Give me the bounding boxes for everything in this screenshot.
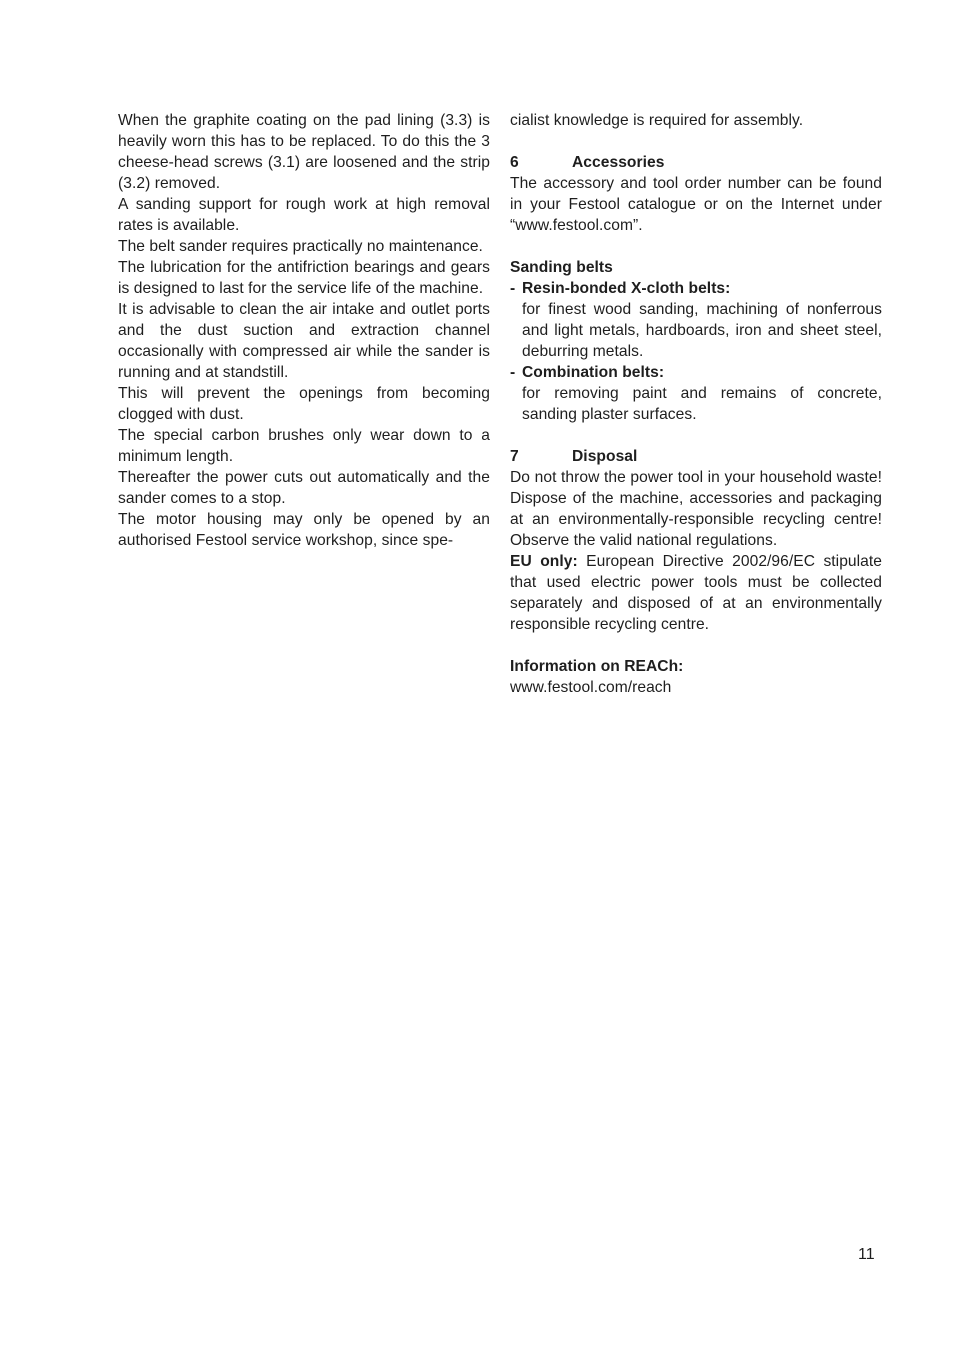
section-heading-accessories [510,152,882,173]
resin-bonded-text: for finest wood sanding, machining of nonferrous and light metals, hardboards, iron and sheet steel, deburring metals. [522,301,882,360]
paragraph-sanding-support: A sanding support for rough work at high removal rates is available. [118,196,490,234]
spacer [510,425,882,446]
combination-text: for removing paint and remains of concrete, sanding plaster surfaces. [522,385,882,423]
spacer [510,131,882,152]
eu-label: EU only: [510,553,578,570]
list-dash: - [510,280,516,297]
paragraph-pad-lining: When the graphite coating on the pad lining (3.3) is heavily worn this has to be replaced. To do this the 3 cheese-head screws (3.1) are loosened and the strip (3.2) removed. [118,112,490,192]
eu-text: European Directive 2002/96/EC stipulate that used electric power tools must be collected separately and disposed of at an environmentally responsible recycling centre. [510,553,882,633]
section-title: Disposal [572,448,638,465]
paragraph-cleaning: It is advisable to clean the air intake and outlet ports and the dust suction and extraction channel occasionally with compressed air while the sander is running and at standstill. [118,301,490,381]
combination-title: Combination belts: [522,364,665,381]
spacer [510,635,882,656]
resin-bonded-title: Resin-bonded X-cloth belts: [522,280,731,297]
list-dash: - [510,364,516,381]
list-item-title [510,362,882,383]
paragraph-maintenance: The belt sander requires practically no maintenance. [118,238,483,255]
disposal-text: Do not throw the power tool in your household waste! Dispose of the machine, accessories and packaging at an environmentally-responsible recycling centre! Observe the valid national regulations. [510,469,882,549]
reach-heading: Information on REACh: [510,658,684,675]
paragraph-continuation: cialist knowledge is required for assembly. [510,112,804,129]
list-item-title [510,278,882,299]
reach-url: www.festool.com/reach [510,679,672,696]
right-column [510,110,882,698]
paragraph-carbon-brushes: The special carbon brushes only wear down to a minimum length. [118,427,490,465]
section-number: 6 [510,154,519,171]
paragraph-clogging: This will prevent the openings from becoming clogged with dust. [118,385,490,423]
accessories-text: The accessory and tool order number can be found in your Festool catalogue or on the Internet under “www.festool.com”. [510,175,882,234]
sanding-belts-heading: Sanding belts [510,259,613,276]
section-title: Accessories [572,154,665,171]
section-number: 7 [510,448,519,465]
section-heading-disposal [510,446,882,467]
paragraph-lubrication: The lubrication for the antifriction bearings and gears is designed to last for the service life of the machine. [118,259,490,297]
left-column [118,110,490,551]
eu-paragraph [510,551,882,635]
paragraph-power-cutout: Thereafter the power cuts out automatically and the sander comes to a stop. [118,469,490,507]
page-number: 11 [858,1246,875,1263]
spacer [510,236,882,257]
paragraph-motor-housing: The motor housing may only be opened by an authorised Festool service workshop, since spe- [118,511,490,549]
